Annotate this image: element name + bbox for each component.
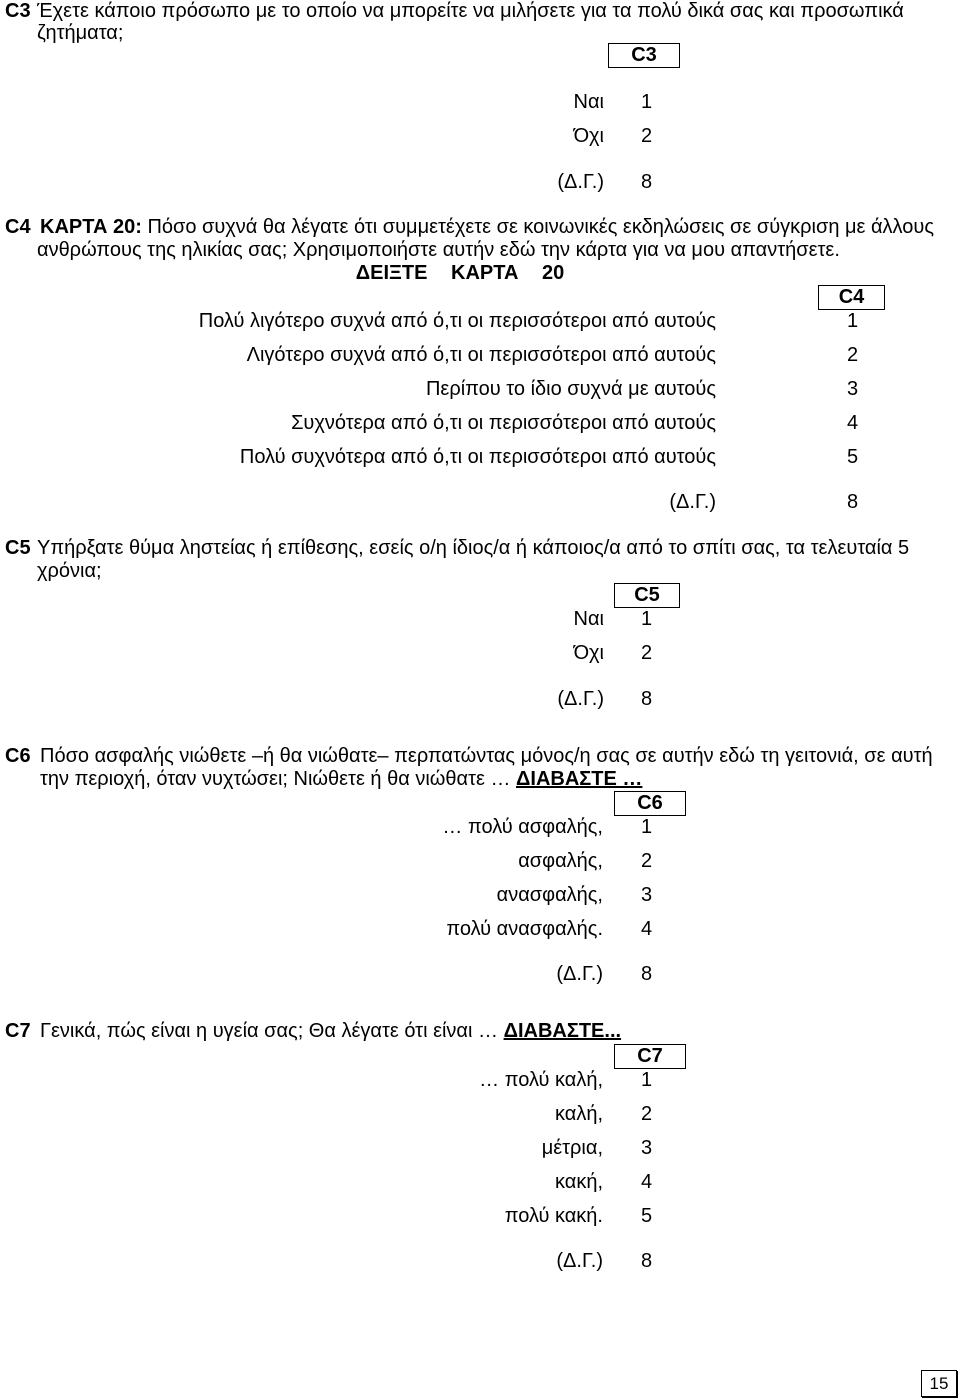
question-id: C6	[5, 745, 31, 767]
answer-column-box: C4	[818, 285, 885, 310]
answer-code: 2	[847, 344, 859, 366]
answer-code: 1	[641, 1069, 653, 1091]
answer-option	[0, 642, 960, 665]
answer-label: κακή,	[555, 1171, 603, 1193]
answer-option	[0, 1069, 960, 1092]
answer-option	[0, 125, 960, 148]
answer-option-dont-know	[0, 963, 960, 986]
question-text-line-1	[40, 1020, 621, 1043]
answer-label: πολύ ανασφαλής.	[446, 918, 603, 940]
question-text-line-2	[40, 768, 642, 791]
answer-option	[0, 378, 960, 401]
question-text-line-1: Έχετε κάποιο πρόσωπο με το οποίο να μπορείτε να μιλήσετε για τα πολύ δικά σας και προσωπικά	[37, 0, 904, 22]
answer-option-dont-know	[0, 491, 960, 514]
answer-column-box: C5	[614, 583, 680, 608]
answer-label: Περίπου το ίδιο συχνά με αυτούς	[425, 378, 716, 400]
question-text: την περιοχή, όταν νυχτώσει; Νιώθετε ή θα νιώθατε …	[40, 768, 511, 790]
read-out-instruction: ΔΙΑΒΑΣΤΕ …	[516, 768, 643, 790]
question-text-line-2: ανθρώπους της ηλικίας σας; Χρησιμοποιήστε αυτήν εδώ την κάρτα για να μου απαντήσετε.	[37, 239, 840, 261]
answer-option-dont-know	[0, 1250, 960, 1273]
answer-code: 4	[847, 412, 859, 434]
answer-label: πολύ κακή.	[504, 1205, 603, 1227]
answer-column-box: C6	[614, 791, 686, 816]
answer-code: 8	[641, 1250, 653, 1272]
answer-option-dont-know	[0, 688, 960, 711]
answer-label: Ναι	[573, 91, 604, 113]
answer-code: 1	[847, 310, 859, 332]
answer-option	[0, 816, 960, 839]
answer-label: ασφαλής,	[518, 850, 603, 872]
answer-option	[0, 344, 960, 367]
answer-option	[0, 918, 960, 941]
answer-code: 3	[641, 884, 653, 906]
answer-option	[0, 310, 960, 333]
question-text-line-2: χρόνια;	[37, 560, 102, 582]
question-id: C5	[5, 537, 31, 559]
answer-option	[0, 446, 960, 469]
answer-code: 3	[847, 378, 859, 400]
answer-option	[0, 1137, 960, 1160]
answer-option	[0, 1205, 960, 1228]
answer-code: 2	[641, 642, 653, 664]
answer-code: 5	[847, 446, 859, 468]
answer-code: 5	[641, 1205, 653, 1227]
answer-code: 2	[641, 125, 653, 147]
answer-label: Πολύ λιγότερο συχνά από ό,τι οι περισσότεροι από αυτούς	[198, 310, 716, 332]
answer-code: 4	[641, 918, 653, 940]
answer-option	[0, 608, 960, 631]
question-id: C3	[5, 0, 31, 22]
question-text-line-1: Υπήρξατε θύμα ληστείας ή επίθεσης, εσείς ο/η ίδιος/α ή κάποιος/α από το σπίτι σας, τα τελευταία 5	[37, 537, 910, 559]
answer-option-dont-know	[0, 171, 960, 194]
answer-code: 1	[641, 816, 653, 838]
answer-label: καλή,	[555, 1103, 603, 1125]
answer-code: 1	[641, 608, 653, 630]
answer-label: Συχνότερα από ό,τι οι περισσότεροι από αυτούς	[291, 412, 716, 434]
answer-code: 2	[641, 850, 653, 872]
answer-label: ανασφαλής,	[496, 884, 603, 906]
answer-label: Πολύ συχνότερα από ό,τι οι περισσότεροι από αυτούς	[239, 446, 716, 468]
answer-option	[0, 91, 960, 114]
answer-column-box: C3	[608, 43, 680, 68]
answer-label: (Δ.Γ.)	[556, 963, 603, 985]
answer-label: (Δ.Γ.)	[557, 171, 604, 193]
answer-option	[0, 884, 960, 907]
answer-label: … πολύ ασφαλής,	[442, 816, 603, 838]
answer-code: 2	[641, 1103, 653, 1125]
answer-code: 3	[641, 1137, 653, 1159]
answer-label: Όχι	[573, 642, 604, 664]
answer-code: 8	[847, 491, 859, 513]
answer-column-box: C7	[614, 1044, 686, 1069]
answer-label: (Δ.Γ.)	[556, 1250, 603, 1272]
answer-label: Λιγότερο συχνά από ό,τι οι περισσότεροι από αυτούς	[246, 344, 716, 366]
answer-code: 1	[641, 91, 653, 113]
answer-label: … πολύ καλή,	[479, 1069, 603, 1091]
answer-label: Όχι	[573, 125, 604, 147]
answer-label: (Δ.Γ.)	[557, 688, 604, 710]
question-text-line-1: Πόσο ασφαλής νιώθετε –ή θα νιώθατε– περπατώντας μόνος/η σας σε αυτήν εδώ τη γειτονιά, σε αυτή	[40, 745, 933, 767]
answer-label: (Δ.Γ.)	[669, 491, 716, 513]
question-id: C7	[5, 1020, 31, 1042]
question-text: Γενικά, πώς είναι η υγεία σας; Θα λέγατε ότι είναι …	[40, 1020, 498, 1042]
answer-code: 4	[641, 1171, 653, 1193]
answer-code: 8	[641, 963, 653, 985]
answer-code: 8	[641, 688, 653, 710]
read-out-instruction: ΔΙΑΒΑΣΤΕ...	[503, 1020, 622, 1042]
interviewer-instruction: ΔΕΙΞΤΕ ΚΑΡΤΑ 20	[355, 262, 565, 284]
question-id: C4	[5, 216, 31, 238]
answer-option	[0, 1171, 960, 1194]
answer-option	[0, 1103, 960, 1126]
answer-label: Ναι	[573, 608, 604, 630]
answer-option	[0, 850, 960, 873]
question-text: Πόσο συχνά θα λέγατε ότι συμμετέχετε σε κοινωνικές εκδηλώσεις σε σύγκριση με άλλους	[147, 216, 934, 238]
answer-code: 8	[641, 171, 653, 193]
question-text-line-2: ζητήματα;	[37, 22, 124, 44]
answer-option	[0, 412, 960, 435]
question-text-line-1	[40, 216, 934, 239]
card-reference: ΚΑΡΤΑ 20:	[40, 216, 142, 238]
answer-label: μέτρια,	[541, 1137, 603, 1159]
page-number: 15	[921, 1370, 957, 1397]
